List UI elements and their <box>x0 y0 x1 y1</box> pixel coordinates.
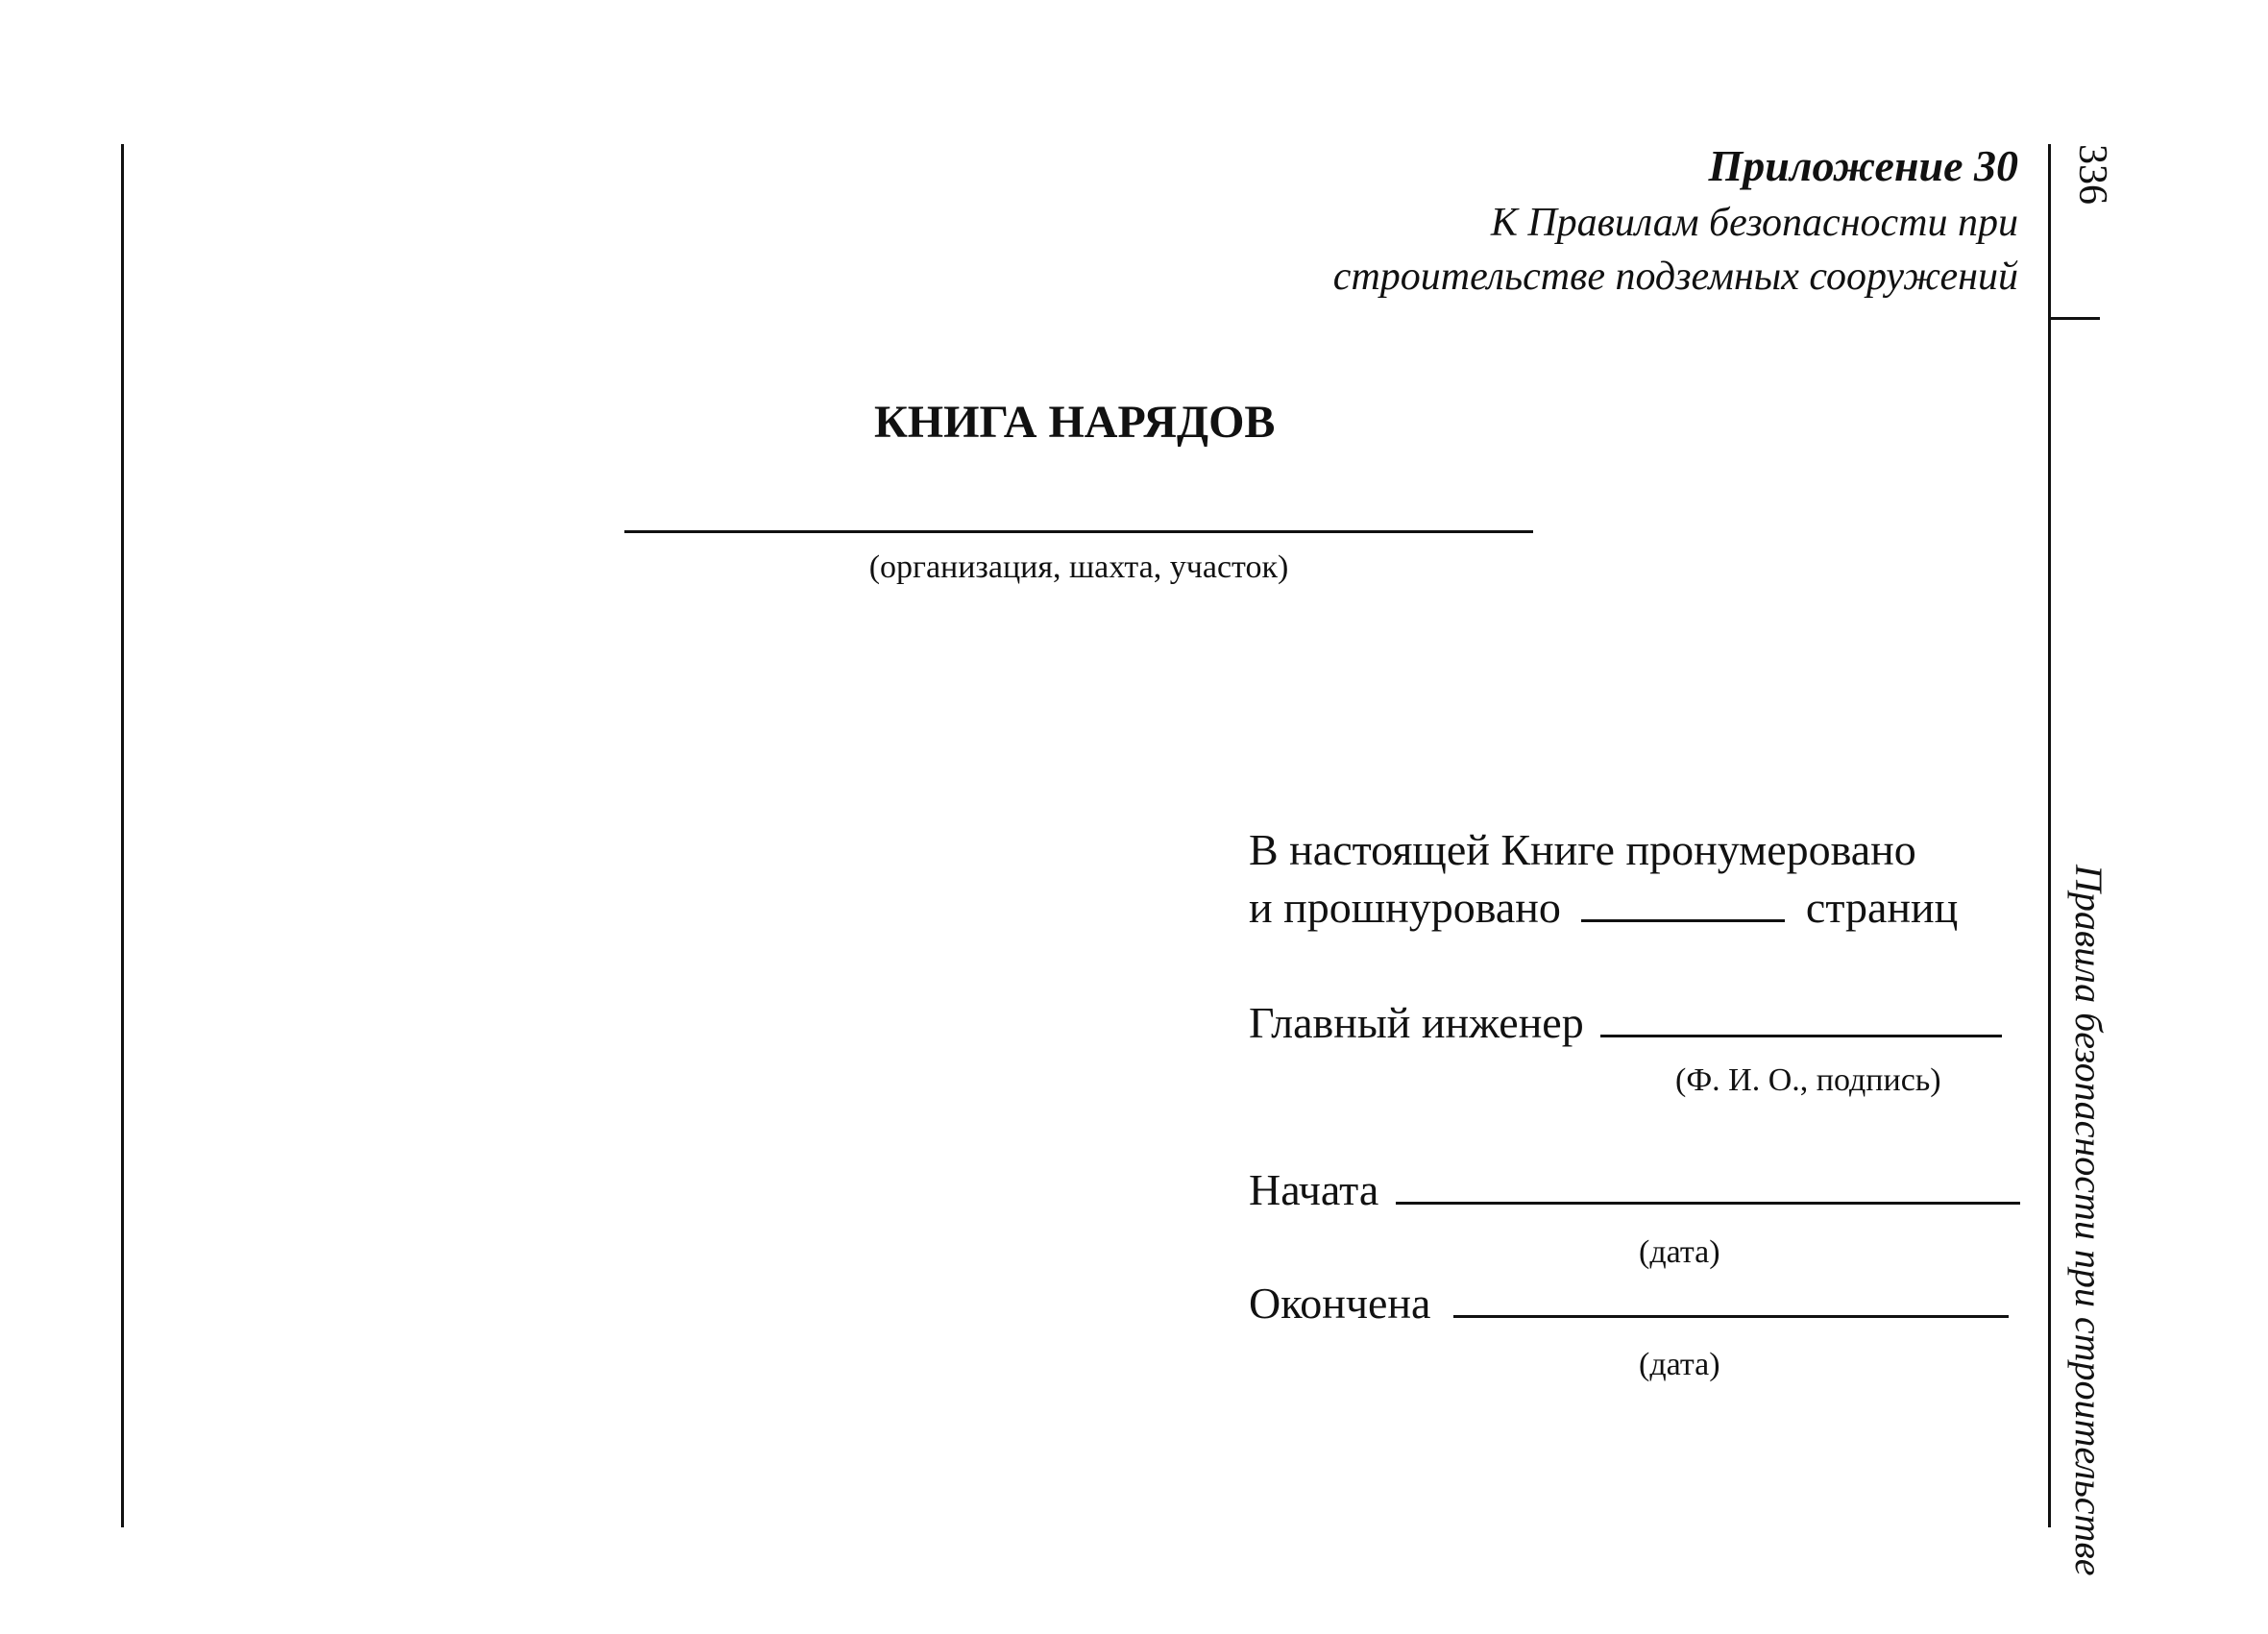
book-title: КНИГА НАРЯДОВ <box>874 397 1276 448</box>
chief-engineer-label: Главный инженер <box>1249 998 1584 1047</box>
finished-label: Окончена <box>1249 1279 1431 1328</box>
finished-date-blank <box>1453 1280 2009 1318</box>
chief-engineer-blank <box>1600 1000 2002 1037</box>
page-number: 336 <box>2070 144 2114 205</box>
left-margin-rule <box>121 144 124 1527</box>
statement-line-2-before: и прошнуровано <box>1249 883 1561 932</box>
started-row <box>1249 1164 2020 1215</box>
right-margin-rule <box>2048 144 2051 1527</box>
statement-line-1: В настоящей Книге пронумеровано <box>1249 825 1916 874</box>
appendix-reference-line-2: строительстве подземных сооружений <box>1332 255 2018 299</box>
finished-date-caption: (дата) <box>1639 1347 1720 1382</box>
page-number-separator <box>2048 317 2100 320</box>
started-date-blank <box>1396 1167 2020 1205</box>
statement-line-2 <box>1249 882 1958 933</box>
appendix-title: Приложение 30 <box>1708 141 2018 190</box>
started-date-caption: (дата) <box>1639 1234 1720 1270</box>
statement-line-2-after: страниц <box>1805 883 1959 932</box>
appendix-reference-line-1: К Правилам безопасности при <box>1490 201 2018 245</box>
side-running-title: Правила безопасности при строительстве <box>2067 865 2110 1576</box>
pages-count-blank <box>1581 885 1785 922</box>
organization-caption: (организация, шахта, участок) <box>868 549 1289 585</box>
finished-row <box>1249 1278 2009 1329</box>
organization-blank-line <box>624 530 1533 533</box>
started-label: Начата <box>1249 1165 1379 1214</box>
chief-engineer-row <box>1249 997 2002 1048</box>
chief-engineer-caption: (Ф. И. О., подпись) <box>1675 1062 1941 1098</box>
